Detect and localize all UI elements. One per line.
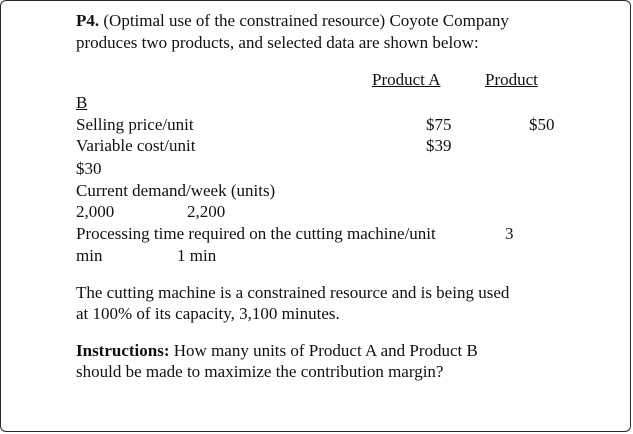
variable-cost-a: $39 xyxy=(426,136,452,155)
header-product-a: Product A xyxy=(372,70,441,89)
processing-a-value: 3 xyxy=(505,224,514,243)
instructions-label: Instructions: xyxy=(76,341,170,360)
demand-b: 2,200 xyxy=(187,202,226,221)
instructions-text-1: How many units of Product A and Product B xyxy=(169,341,478,360)
demand-a: 2,000 xyxy=(76,202,115,221)
demand-label: Current demand/week (units) xyxy=(76,181,276,200)
processing-a-unit: min xyxy=(76,246,103,265)
instructions-line-1 xyxy=(76,341,478,361)
constraint-line-2: at 100% of its capacity, 3,100 minutes. xyxy=(76,304,340,323)
variable-cost-label: Variable cost/unit xyxy=(76,136,196,155)
instructions-line-2: should be made to maximize the contribution margin? xyxy=(76,362,444,381)
problem-title-line-1 xyxy=(76,11,509,31)
problem-number: P4. xyxy=(76,11,100,30)
variable-cost-b: $30 xyxy=(76,159,102,178)
constraint-line-1: The cutting machine is a constrained resource and is being used xyxy=(76,283,510,302)
selling-price-a: $75 xyxy=(426,115,452,134)
problem-title-line-2: produces two products, and selected data are shown below: xyxy=(76,33,479,52)
problem-title-text: (Optimal use of the constrained resource) Coyote Company xyxy=(103,11,509,30)
header-product-b: Product xyxy=(485,70,538,89)
processing-label: Processing time required on the cutting machine/unit xyxy=(76,224,436,243)
header-product-b-wrap: B xyxy=(76,93,88,112)
selling-price-b: $50 xyxy=(529,115,555,134)
processing-b: 1 min xyxy=(177,246,217,265)
selling-price-label: Selling price/unit xyxy=(76,115,194,134)
